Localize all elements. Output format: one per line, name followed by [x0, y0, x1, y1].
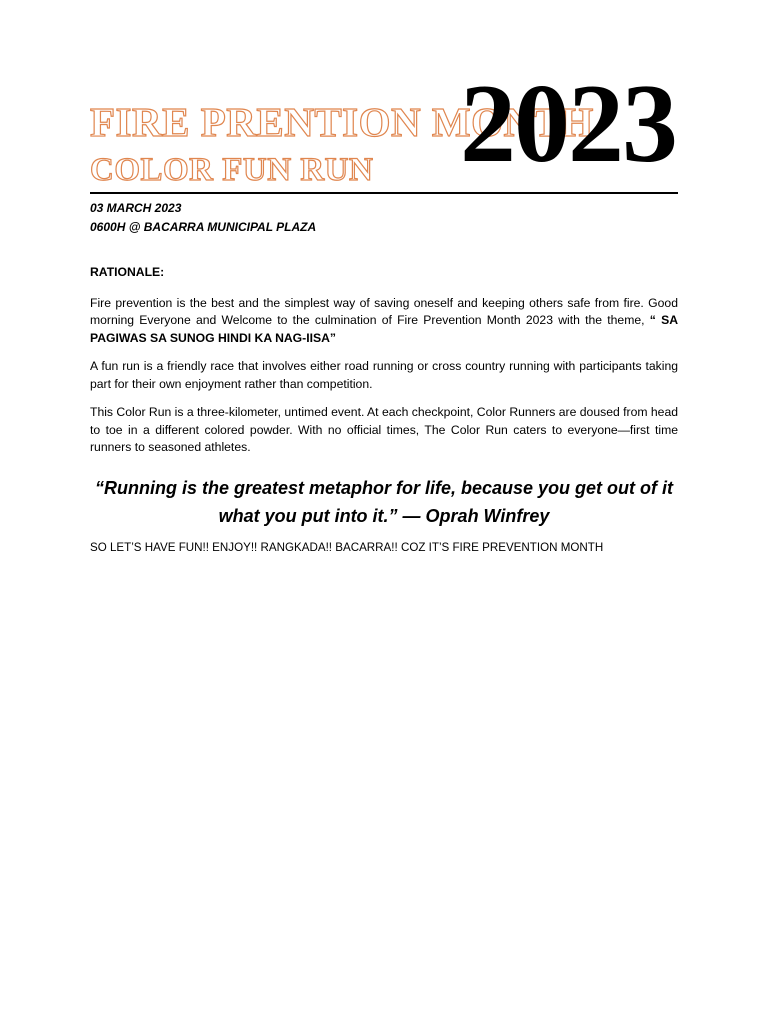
title-year: 2023	[460, 62, 676, 186]
closing-line: SO LET’S HAVE FUN!! ENJOY!! RANGKADA!! BACARRA!! COZ IT’S FIRE PREVENTION MONTH	[90, 541, 604, 554]
title-color-fun-run: COLOR FUN RUN	[90, 152, 374, 188]
document-body	[90, 264, 678, 468]
title-fire-prevention-month: FIRE PRENTION MONTH	[90, 99, 594, 145]
event-details	[90, 199, 316, 237]
quote-line-1: “Running is the greatest metaphor for life, because you get out of it	[94, 478, 674, 498]
paragraph-color-run: This Color Run is a three-kilometer, untimed event. At each checkpoint, Color Runners are doused from head to toe in a different colored powder. With no official times, The Color Run caters to everyone—first time runners to seasoned athletes.	[90, 405, 679, 454]
quote	[90, 474, 678, 530]
paragraph-fire-prevention-text: Fire prevention is the best and the simplest way of saving oneself and keeping others safe from fire. Good morning Everyone and Welcome to the culmination of Fire Prevention Month 2023 with the theme,	[90, 295, 678, 327]
event-time-place: 0600H @ BACARRA MUNICIPAL PLAZA	[90, 220, 317, 234]
paragraph-fire-prevention	[90, 295, 678, 348]
section-heading-rationale: RATIONALE:	[90, 265, 165, 279]
event-date: 03 MARCH 2023	[90, 201, 182, 215]
header-divider	[90, 192, 678, 194]
document-header	[90, 62, 730, 198]
theme-text: “ SA PAGIWAS SA SUNOG HINDI KA NAG-IISA”	[90, 313, 679, 345]
paragraph-fun-run: A fun run is a friendly race that involves either road running or cross country running with participants taking part for their own enjoyment rather than competition.	[90, 359, 678, 391]
quote-line-2: what you put into it.” — Oprah Winfrey	[218, 506, 550, 526]
